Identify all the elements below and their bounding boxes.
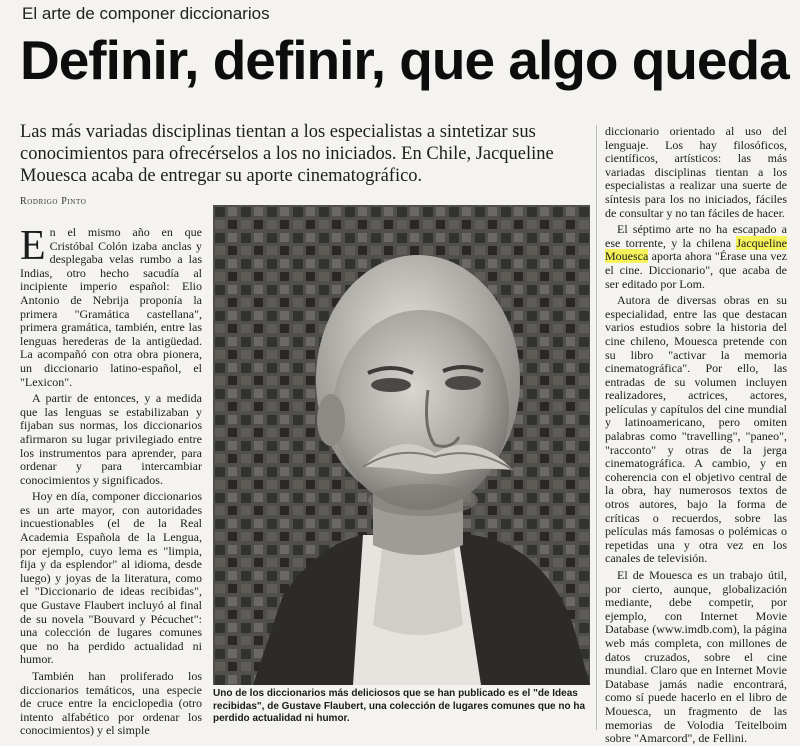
headline: Definir, definir, que algo queda <box>20 29 789 91</box>
paragraph-4: También han proliferado los diccionarios temáticos, una especie de cruce entre la enciclopedia (otro intento alfabético por ordenar los conocimientos) y el simple <box>20 669 202 738</box>
paragraph-8: El de Mouesca es un trabajo útil, por cierto, aunque, globalización mediante, debe competir, por ejemplo, con Internet Movie Database (www.imdb.com), la página web más completa, con millones de datos cruzados, sobre el cine mundial. Claro que en Internet Movie Database jamás nadie encontrará, como sí puede hacerlo en el libro de Mouesca, un fragmento de las memorias de Volodia Teitelboim sobre "Amarcord", de Fellini. <box>605 568 787 746</box>
paragraph-6 <box>605 223 787 291</box>
flaubert-photo <box>213 205 590 685</box>
section-kicker: El arte de componer diccionarios <box>22 4 270 23</box>
article-column-right <box>605 124 787 746</box>
paragraph-1-text: n el mismo año en que Cristóbal Colón izaba anclas y desplegaba velas rumbo a las Indias, otro hecho sacudía al incipiente imperio español: Elio Antonio de Nebrija proponía la primera "Gramática castellana", primera gramática, también, entre las lenguas herederas de la antigüedad. La acompañó con otra obra pionera, un diccionario latino-español, el "Lexicon". <box>20 225 202 389</box>
flaubert-portrait-illustration <box>213 205 590 685</box>
column-divider <box>596 125 597 730</box>
photo-caption: Uno de los diccionarios más deliciosos que se han publicado es el "de Ideas recibidas", de Gustave Flaubert, una colección de lugares comunes que no ha perdido actualidad ni humor. <box>213 688 586 724</box>
paragraph-2: A partir de entonces, y a medida que las lenguas se estabilizaban y fijaban sus normas, los diccionarios afirmaron su lugar privilegiado entre los instrumentos para aprender, para ordenar y para intercambiar conocimientos y significados. <box>20 391 202 487</box>
paragraph-6-end: aporta ahora "Érase una vez el cine. Diccionario", que acaba de ser editado por Lom. <box>605 249 787 291</box>
paragraph-1 <box>20 223 202 389</box>
paragraph-7: Autora de diversas obras en su especialidad, entre las que destacan varios estudios sobre la historia del cine chileno, Mouesca pretende con su libro "activar la memoria cinematográfica". Por ello, las entradas de su volumen incluyen realizadores, actrices, actores, películas y capítulos del cine mundial y latinoamericano, pero omiten palabras como "travelling", "paneo", "racconto" y otras de la jerga cinematográfica. A cambio, y en coherencia con el objetivo central de la obra, hay numerosos textos de otros autores, bajo la forma de críticas o recuerdos, sobre las películas más famosas o polémicas o repetidas una y otra vez en los canales de televisión. <box>605 293 787 566</box>
byline: Rodrigo Pinto <box>20 196 87 207</box>
article-column-left <box>20 223 202 738</box>
highlighted-name: Jacqueline Mouesca <box>605 235 787 264</box>
paragraph-3: Hoy en día, componer diccionarios es un arte mayor, con autoridades incuestionables (el de la Real Academia Española de la Lengua, por ejemplo, cuyo lema es "limpia, fija y da esplendor" al idioma, desde luego) y joyas de la literatura, como el "Diccionario de ideas recibidas", que Gustave Flaubert incluyó al final de su novela "Bouvard y Pécuchet": una colección de lugares comunes que no ha perdido actualidad ni humor. <box>20 489 202 667</box>
article-deck: Las más variadas disciplinas tientan a los especialistas a sintetizar sus conocimientos para ofrecérselos a los no iniciados. En Chile, Jacqueline Mouesca acaba de entregar su aporte cinematográfico. <box>20 122 554 186</box>
drop-cap: E <box>20 223 46 269</box>
paragraph-6-start: El séptimo arte no ha escapado a ese torrente, y la chilena <box>605 222 787 250</box>
paragraph-5: diccionario orientado al uso del lenguaje. Los hay filosóficos, científicos, artísticos: las más variadas disciplinas tientan a los especialistas a realizar una suerte de síntesis para los no iniciados, fáciles de consultar y no tan fáciles de hacer. <box>605 124 787 220</box>
